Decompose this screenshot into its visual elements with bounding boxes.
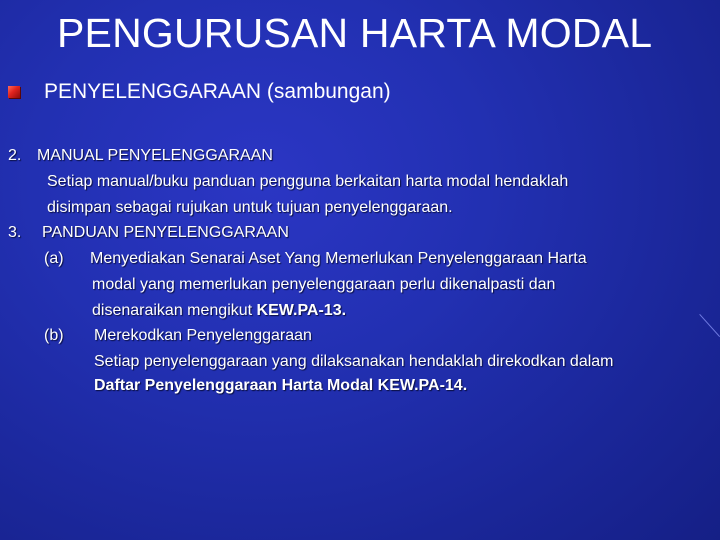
subitem-text-plain: disenaraikan mengikut	[92, 302, 257, 319]
subitem-text-line: Merekodkan Penyelenggaraan	[94, 327, 312, 344]
item-heading-panduan: PANDUAN PENYELENGGARAAN	[42, 224, 289, 241]
subitem-label-a: (a)	[44, 250, 64, 267]
item-number-2: 2.	[8, 147, 22, 164]
subitem-text-line: Menyediakan Senarai Aset Yang Memerlukan Penyelenggaraan Harta	[90, 250, 587, 267]
item-heading-manual: MANUAL PENYELENGGARAAN	[37, 147, 273, 164]
decorative-line	[698, 314, 720, 342]
item-number-3: 3.	[8, 224, 22, 241]
subitem-text-line: modal yang memerlukan penyelenggaraan perlu dikenalpasti dan	[92, 276, 556, 293]
form-reference-kew-pa-14: Daftar Penyelenggaraan Harta Modal KEW.PA-14.	[94, 377, 468, 394]
slide-subtitle: PENYELENGGARAAN (sambungan)	[44, 80, 391, 103]
item-text-line: Setiap manual/buku panduan pengguna berkaitan harta modal hendaklah	[47, 173, 569, 190]
subitem-label-b: (b)	[44, 327, 64, 344]
subitem-text-line	[92, 301, 346, 321]
slide-title: PENGURUSAN HARTA MODAL	[57, 10, 653, 56]
form-reference-kew-pa-13: KEW.PA-13.	[256, 302, 347, 319]
item-text-line: disimpan sebagai rujukan untuk tujuan penyelenggaraan.	[47, 199, 453, 216]
red-square-bullet-icon	[8, 86, 20, 98]
subitem-text-line: Setiap penyelenggaraan yang dilaksanakan hendaklah direkodkan dalam	[94, 353, 614, 370]
